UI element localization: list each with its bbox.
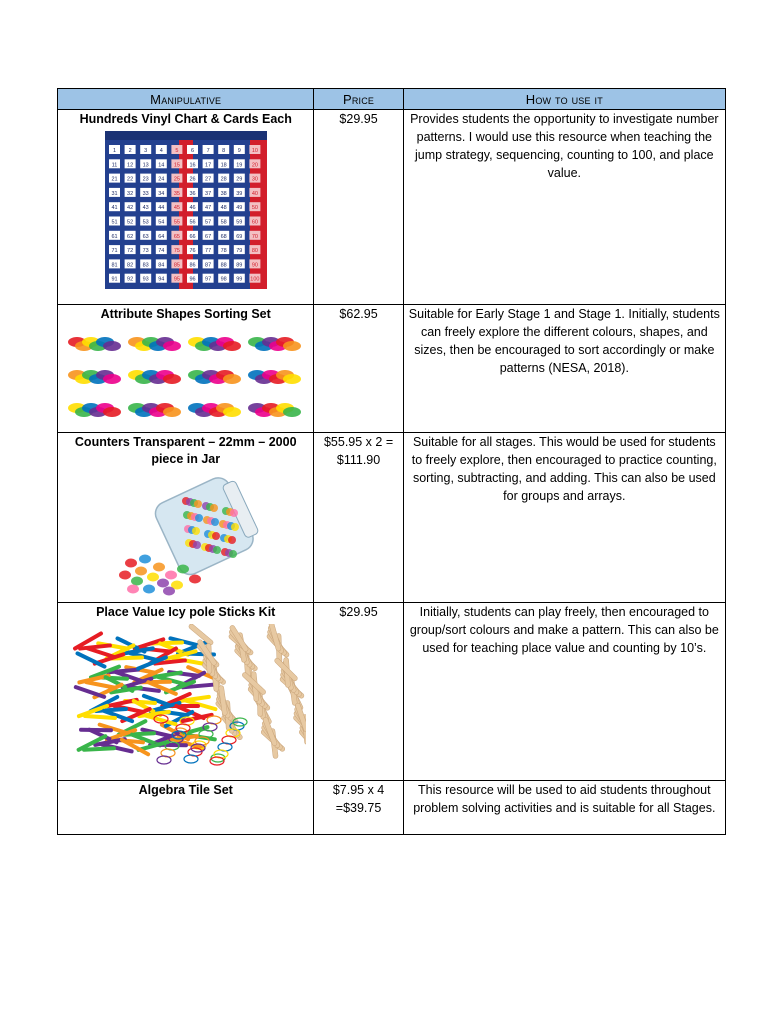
svg-text:39: 39 xyxy=(235,190,243,197)
chart-number-card xyxy=(140,174,151,183)
svg-text:82: 82 xyxy=(126,262,133,269)
chart-number-card xyxy=(124,259,135,268)
chart-number-card xyxy=(156,145,167,154)
chart-number-card xyxy=(109,174,120,183)
svg-text:41: 41 xyxy=(111,205,118,212)
chart-number-card xyxy=(202,274,213,283)
svg-text:13: 13 xyxy=(142,162,149,169)
table-row xyxy=(58,781,726,835)
chart-number-card xyxy=(187,274,198,283)
svg-text:70: 70 xyxy=(251,233,258,240)
svg-text:93: 93 xyxy=(142,276,149,283)
chart-number-card xyxy=(109,188,120,197)
chart-number-card xyxy=(249,188,260,197)
svg-text:89: 89 xyxy=(235,262,243,269)
chart-number-card xyxy=(202,188,213,197)
chart-number-card xyxy=(124,274,135,283)
svg-text:81: 81 xyxy=(111,262,118,269)
table-row xyxy=(58,603,726,781)
svg-text:72: 72 xyxy=(126,248,133,255)
svg-text:71: 71 xyxy=(111,248,118,255)
svg-text:56: 56 xyxy=(189,219,196,226)
svg-text:35: 35 xyxy=(173,190,180,197)
chart-number-card xyxy=(218,202,229,211)
svg-text:95: 95 xyxy=(173,276,180,283)
chart-number-card xyxy=(202,245,213,254)
chart-number-card xyxy=(218,259,229,268)
chart-number-card xyxy=(171,159,182,168)
svg-text:7: 7 xyxy=(206,148,210,154)
svg-text:68: 68 xyxy=(220,233,227,240)
svg-text:6: 6 xyxy=(190,148,194,154)
chart-number-card xyxy=(187,245,198,254)
svg-text:57: 57 xyxy=(204,219,211,226)
chart-number-card xyxy=(234,174,245,183)
svg-text:73: 73 xyxy=(142,248,149,255)
svg-text:33: 33 xyxy=(142,190,149,197)
chart-number-card xyxy=(140,245,151,254)
chart-number-card xyxy=(156,202,167,211)
svg-text:75: 75 xyxy=(173,248,180,255)
svg-text:91: 91 xyxy=(111,276,118,283)
svg-text:52: 52 xyxy=(126,219,133,226)
chart-number-card xyxy=(234,159,245,168)
svg-text:16: 16 xyxy=(189,162,196,169)
chart-number-card xyxy=(109,145,120,154)
manipulative-name: Algebra Tile Set xyxy=(138,783,233,797)
chart-number-card xyxy=(124,217,135,226)
chart-number-card xyxy=(156,259,167,268)
svg-text:64: 64 xyxy=(157,233,165,240)
chart-number-card xyxy=(202,231,213,240)
chart-number-card xyxy=(218,274,229,283)
chart-number-card xyxy=(187,188,198,197)
chart-number-card xyxy=(234,231,245,240)
svg-text:50: 50 xyxy=(251,205,258,212)
chart-number-card xyxy=(218,217,229,226)
svg-text:15: 15 xyxy=(173,162,180,169)
svg-text:65: 65 xyxy=(173,233,180,240)
chart-number-card xyxy=(171,231,182,240)
chart-number-card xyxy=(140,159,151,168)
chart-number-card xyxy=(109,245,120,254)
svg-text:12: 12 xyxy=(126,162,133,169)
chart-number-card xyxy=(171,274,182,283)
chart-number-card xyxy=(218,231,229,240)
usage-cell: Provides students the opportunity to investigate number patterns. I would use this resource when teaching the jump strategy, sequencing, counting to 100, and place value. xyxy=(403,110,725,305)
chart-number-card xyxy=(187,231,198,240)
chart-number-card xyxy=(187,217,198,226)
svg-text:69: 69 xyxy=(235,233,243,240)
svg-text:32: 32 xyxy=(126,190,133,197)
svg-text:96: 96 xyxy=(189,276,196,283)
svg-text:1: 1 xyxy=(112,148,116,154)
svg-text:26: 26 xyxy=(189,176,196,183)
manipulative-name: Hundreds Vinyl Chart & Cards Each xyxy=(79,112,292,126)
chart-number-card xyxy=(234,245,245,254)
svg-text:86: 86 xyxy=(189,262,196,269)
svg-text:30: 30 xyxy=(251,176,258,183)
chart-number-card xyxy=(187,145,198,154)
svg-text:43: 43 xyxy=(142,205,149,212)
chart-number-card xyxy=(187,159,198,168)
svg-text:78: 78 xyxy=(220,248,227,255)
svg-text:100: 100 xyxy=(250,276,260,283)
chart-number-card xyxy=(249,259,260,268)
svg-text:10: 10 xyxy=(251,148,258,154)
chart-number-card xyxy=(109,159,120,168)
manipulatives-table xyxy=(57,88,726,835)
svg-text:28: 28 xyxy=(220,176,227,183)
chart-number-card xyxy=(202,159,213,168)
svg-text:34: 34 xyxy=(157,190,165,197)
svg-text:45: 45 xyxy=(173,205,180,212)
chart-number-card xyxy=(249,245,260,254)
svg-text:60: 60 xyxy=(251,219,258,226)
chart-number-card xyxy=(156,159,167,168)
table-row xyxy=(58,110,726,305)
svg-text:44: 44 xyxy=(157,205,165,212)
svg-text:92: 92 xyxy=(126,276,133,283)
svg-text:55: 55 xyxy=(173,219,180,226)
svg-text:62: 62 xyxy=(126,233,133,240)
price-cell: $29.95 xyxy=(314,603,403,781)
svg-text:98: 98 xyxy=(220,276,227,283)
svg-text:51: 51 xyxy=(111,219,118,226)
chart-number-card xyxy=(249,217,260,226)
chart-number-card xyxy=(124,159,135,168)
svg-text:37: 37 xyxy=(204,190,211,197)
svg-text:40: 40 xyxy=(251,190,258,197)
chart-number-card xyxy=(171,217,182,226)
svg-text:19: 19 xyxy=(235,162,243,169)
svg-text:47: 47 xyxy=(204,205,211,212)
chart-number-card xyxy=(171,145,182,154)
usage-cell: Suitable for all stages. This would be used for students to freely explore, then encouraged to practice counting, sorting, subtracting, and adding. This can also be used for groups and arrays. xyxy=(403,433,725,603)
svg-text:66: 66 xyxy=(189,233,196,240)
svg-text:79: 79 xyxy=(235,248,243,255)
manipulative-cell xyxy=(58,110,314,305)
svg-text:48: 48 xyxy=(220,205,227,212)
chart-number-card xyxy=(140,202,151,211)
svg-text:76: 76 xyxy=(189,248,196,255)
svg-text:74: 74 xyxy=(157,248,165,255)
price-cell: $7.95 x 4 =$39.75 xyxy=(314,781,403,835)
svg-text:63: 63 xyxy=(142,233,149,240)
chart-number-card xyxy=(249,274,260,283)
svg-text:58: 58 xyxy=(220,219,227,226)
manipulative-cell xyxy=(58,305,314,433)
header-price: Price xyxy=(314,89,403,110)
hundreds-chart-image xyxy=(105,131,267,289)
chart-number-card xyxy=(218,145,229,154)
svg-text:22: 22 xyxy=(126,176,133,183)
header-how-to-use: How to use it xyxy=(403,89,725,110)
svg-text:36: 36 xyxy=(189,190,196,197)
svg-text:99: 99 xyxy=(235,276,243,283)
chart-number-card xyxy=(234,259,245,268)
price-cell: $55.95 x 2 = $111.90 xyxy=(314,433,403,603)
chart-number-card xyxy=(124,145,135,154)
svg-text:2: 2 xyxy=(128,148,132,154)
chart-number-card xyxy=(202,174,213,183)
svg-text:20: 20 xyxy=(251,162,258,169)
chart-number-card xyxy=(140,145,151,154)
chart-number-card xyxy=(109,231,120,240)
svg-text:4: 4 xyxy=(159,148,163,154)
price-cell: $29.95 xyxy=(314,110,403,305)
svg-text:88: 88 xyxy=(220,262,227,269)
chart-number-card xyxy=(171,174,182,183)
svg-text:97: 97 xyxy=(204,276,211,283)
svg-text:42: 42 xyxy=(126,205,133,212)
table-header-row xyxy=(58,89,726,110)
manipulative-cell xyxy=(58,781,314,835)
usage-cell: Suitable for Early Stage 1 and Stage 1. Initially, students can freely explore the different colours, shapes, and sizes, then be encouraged to sort accordingly or make patterns (NESA, 2018). xyxy=(403,305,725,433)
svg-text:53: 53 xyxy=(142,219,149,226)
icy-pole-sticks-image xyxy=(66,624,306,774)
chart-number-card xyxy=(156,231,167,240)
chart-number-card xyxy=(218,188,229,197)
svg-text:14: 14 xyxy=(157,162,165,169)
chart-number-card xyxy=(249,174,260,183)
chart-number-card xyxy=(156,188,167,197)
chart-number-card xyxy=(234,202,245,211)
chart-number-card xyxy=(140,274,151,283)
chart-number-card xyxy=(171,259,182,268)
chart-number-card xyxy=(124,174,135,183)
attribute-shapes-image xyxy=(63,326,308,426)
svg-text:59: 59 xyxy=(235,219,243,226)
svg-text:61: 61 xyxy=(111,233,118,240)
svg-text:3: 3 xyxy=(143,148,147,154)
chart-number-card xyxy=(156,274,167,283)
chart-number-card xyxy=(218,174,229,183)
svg-text:90: 90 xyxy=(251,262,258,269)
usage-cell: Initially, students can play freely, then encouraged to group/sort colours and make a pattern. This can also be used for teaching place value and counting by 10’s. xyxy=(403,603,725,781)
chart-number-card xyxy=(156,217,167,226)
chart-number-card xyxy=(187,259,198,268)
chart-number-card xyxy=(171,202,182,211)
chart-number-card xyxy=(140,259,151,268)
chart-number-card xyxy=(202,259,213,268)
chart-number-card xyxy=(109,217,120,226)
chart-number-card xyxy=(249,145,260,154)
svg-text:38: 38 xyxy=(220,190,227,197)
chart-number-card xyxy=(171,245,182,254)
chart-number-card xyxy=(234,145,245,154)
svg-text:77: 77 xyxy=(204,248,211,255)
table-row xyxy=(58,433,726,603)
svg-text:87: 87 xyxy=(204,262,211,269)
svg-text:24: 24 xyxy=(157,176,165,183)
chart-number-card xyxy=(124,231,135,240)
chart-number-card xyxy=(218,159,229,168)
manipulative-name: Attribute Shapes Sorting Set xyxy=(100,307,271,321)
header-manipulative: Manipulative xyxy=(58,89,314,110)
chart-number-card xyxy=(140,188,151,197)
counters-jar-image xyxy=(111,471,261,599)
chart-number-card xyxy=(234,188,245,197)
svg-text:46: 46 xyxy=(189,205,196,212)
svg-text:23: 23 xyxy=(142,176,149,183)
svg-text:18: 18 xyxy=(220,162,227,169)
usage-cell: This resource will be used to aid students throughout problem solving activities and is suitable for all Stages. xyxy=(403,781,725,835)
chart-number-card xyxy=(156,174,167,183)
svg-text:49: 49 xyxy=(235,205,243,212)
chart-number-card xyxy=(109,202,120,211)
chart-number-card xyxy=(171,188,182,197)
svg-text:29: 29 xyxy=(235,176,243,183)
svg-text:94: 94 xyxy=(157,276,165,283)
chart-number-card xyxy=(187,174,198,183)
svg-text:9: 9 xyxy=(237,148,241,154)
manipulative-cell xyxy=(58,603,314,781)
chart-number-card xyxy=(218,245,229,254)
chart-number-card xyxy=(109,259,120,268)
svg-text:84: 84 xyxy=(157,262,165,269)
svg-text:21: 21 xyxy=(111,176,118,183)
svg-text:85: 85 xyxy=(173,262,180,269)
svg-text:17: 17 xyxy=(204,162,211,169)
manipulative-name: Place Value Icy pole Sticks Kit xyxy=(96,605,276,619)
svg-text:25: 25 xyxy=(173,176,180,183)
chart-number-card xyxy=(140,217,151,226)
svg-text:54: 54 xyxy=(157,219,165,226)
chart-number-card xyxy=(124,188,135,197)
svg-text:5: 5 xyxy=(175,148,179,154)
svg-text:27: 27 xyxy=(204,176,211,183)
chart-number-card xyxy=(140,231,151,240)
chart-number-card xyxy=(234,217,245,226)
chart-number-card xyxy=(234,274,245,283)
manipulative-cell xyxy=(58,433,314,603)
svg-text:83: 83 xyxy=(142,262,149,269)
svg-text:11: 11 xyxy=(111,162,118,169)
table-row xyxy=(58,305,726,433)
chart-number-card xyxy=(109,274,120,283)
chart-number-card xyxy=(187,202,198,211)
svg-text:8: 8 xyxy=(221,148,225,154)
chart-number-card xyxy=(202,217,213,226)
chart-number-card xyxy=(156,245,167,254)
price-cell: $62.95 xyxy=(314,305,403,433)
chart-number-card xyxy=(202,145,213,154)
manipulative-name: Counters Transparent – 22mm – 2000 piece in Jar xyxy=(74,435,297,466)
chart-number-card xyxy=(249,202,260,211)
svg-text:67: 67 xyxy=(204,233,211,240)
chart-number-card xyxy=(124,245,135,254)
svg-text:80: 80 xyxy=(251,248,258,255)
svg-text:31: 31 xyxy=(111,190,118,197)
chart-number-card xyxy=(249,231,260,240)
chart-number-card xyxy=(124,202,135,211)
chart-number-card xyxy=(249,159,260,168)
chart-number-card xyxy=(202,202,213,211)
